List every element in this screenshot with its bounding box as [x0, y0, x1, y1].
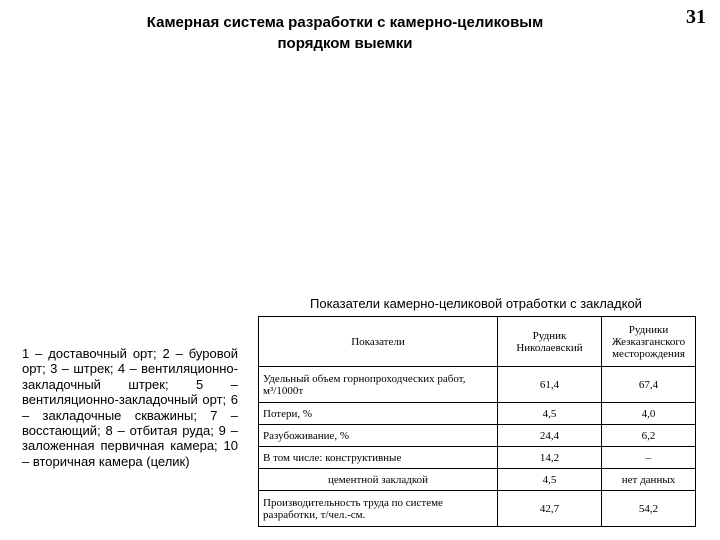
row-param: цементной закладкой — [259, 469, 498, 491]
row-param: В том числе: конструктивные — [259, 447, 498, 469]
table-caption: Показатели камерно-целиковой отработки с закладкой — [310, 296, 642, 311]
table-row — [259, 491, 696, 527]
row-param: Производительность труда по системе разработки, т/чел.-см. — [259, 491, 498, 527]
header-param: Показатели — [259, 317, 498, 367]
page-title: Камерная система разработки с камерно-целиковым порядком выемки — [146, 14, 544, 52]
row-col1: 14,2 — [498, 447, 602, 469]
header-col2: Рудники Жезказганского месторождения — [602, 317, 696, 367]
row-col1: 4,5 — [498, 469, 602, 491]
row-col2: 67,4 — [602, 367, 696, 403]
row-col2: – — [602, 447, 696, 469]
table-header-row — [259, 317, 696, 367]
row-col1: 4,5 — [498, 403, 602, 425]
table-row — [259, 425, 696, 447]
row-col1: 61,4 — [498, 367, 602, 403]
row-param: Разубоживание, % — [259, 425, 498, 447]
header-col1: Рудник Николаевский — [498, 317, 602, 367]
table-row — [259, 367, 696, 403]
page-number: 31 — [686, 6, 706, 28]
table-row — [259, 469, 696, 491]
table-row — [259, 403, 696, 425]
row-col2: 6,2 — [602, 425, 696, 447]
row-col2: 54,2 — [602, 491, 696, 527]
row-param: Удельный объем горнопроходческих работ, м³/1000т — [259, 367, 498, 403]
row-col1: 42,7 — [498, 491, 602, 527]
row-col2: нет данных — [602, 469, 696, 491]
row-param: Потери, % — [259, 403, 498, 425]
row-col1: 24,4 — [498, 425, 602, 447]
row-col2: 4,0 — [602, 403, 696, 425]
figure-legend: 1 – доставочный орт; 2 – буровой орт; 3 – штрек; 4 – вентиляционно-закладочный штрек; 5 – вентиляционно-закладочный орт; 6 – закладочные скважины; 7 – восстающий; 8 – отбитая руда; 9 – заложенная первичная камера; 10 – вторичная камера (целик) — [22, 346, 238, 469]
table-row — [259, 447, 696, 469]
indicators-table — [258, 316, 696, 527]
